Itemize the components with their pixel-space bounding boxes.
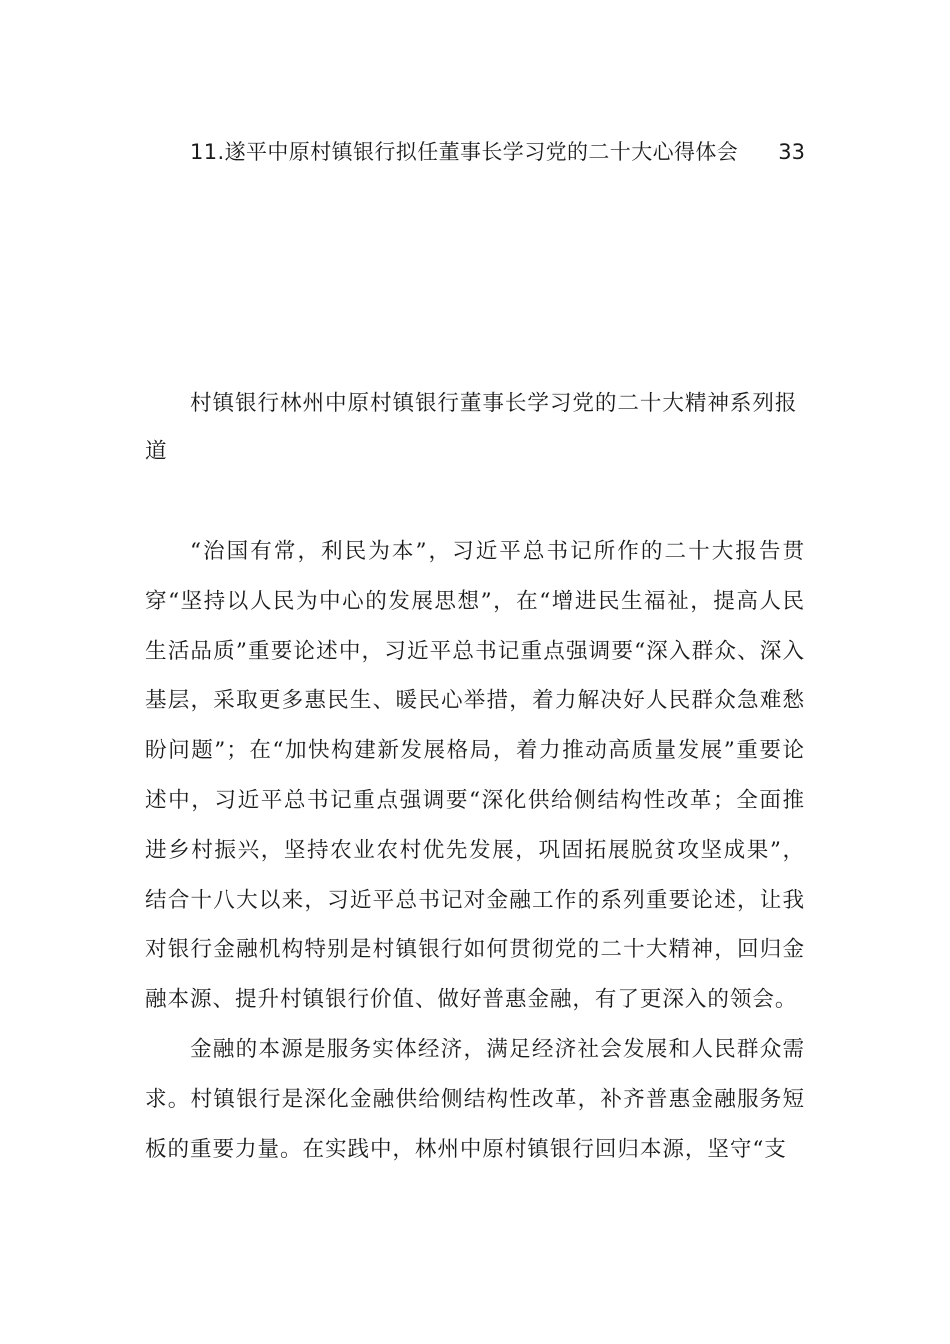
- paragraph: 金融的本源是服务实体经济，满足经济社会发展和人民群众需求。村镇银行是深化金融供给侧结构性改革，补齐普惠金融服务短板的重要力量。在实践中，林州中原村镇银行回归本源，坚守“支: [145, 1036, 805, 1162]
- article-body: [145, 527, 805, 1174]
- paragraph: “治国有常，利民为本”，习近平总书记所作的二十大报告贯穿“坚持以人民为中心的发展思想”，在“增进民生福祉，提高人民生活品质”重要论述中，习近平总书记重点强调要“深入群众、深入基层，采取更多惠民生、暖民心举措，着力解决好人民群众急难愁盼问题”；在“加快构建新发展格局，着力推动高质量发展”重要论述中，习近平总书记重点强调要“深化供给侧结构性改革；全面推进乡村振兴，坚持农业农村优先发展，巩固拓展脱贫攻坚成果”，结合十八大以来，习近平总书记对金融工作的系列重要论述，让我对银行金融机构特别是村镇银行如何贯彻党的二十大精神，回归金融本源、提升村镇银行价值、做好普惠金融，有了更深入的领会。: [145, 539, 805, 1013]
- toc-entry-title: 11.遂平中原村镇银行拟任董事长学习党的二十大心得体会: [190, 140, 739, 164]
- toc-entry-page-number: 33: [778, 140, 805, 164]
- toc-entry[interactable]: [190, 134, 805, 170]
- article-heading: 村镇银行林州中原村镇银行董事长学习党的二十大精神系列报道: [145, 391, 798, 464]
